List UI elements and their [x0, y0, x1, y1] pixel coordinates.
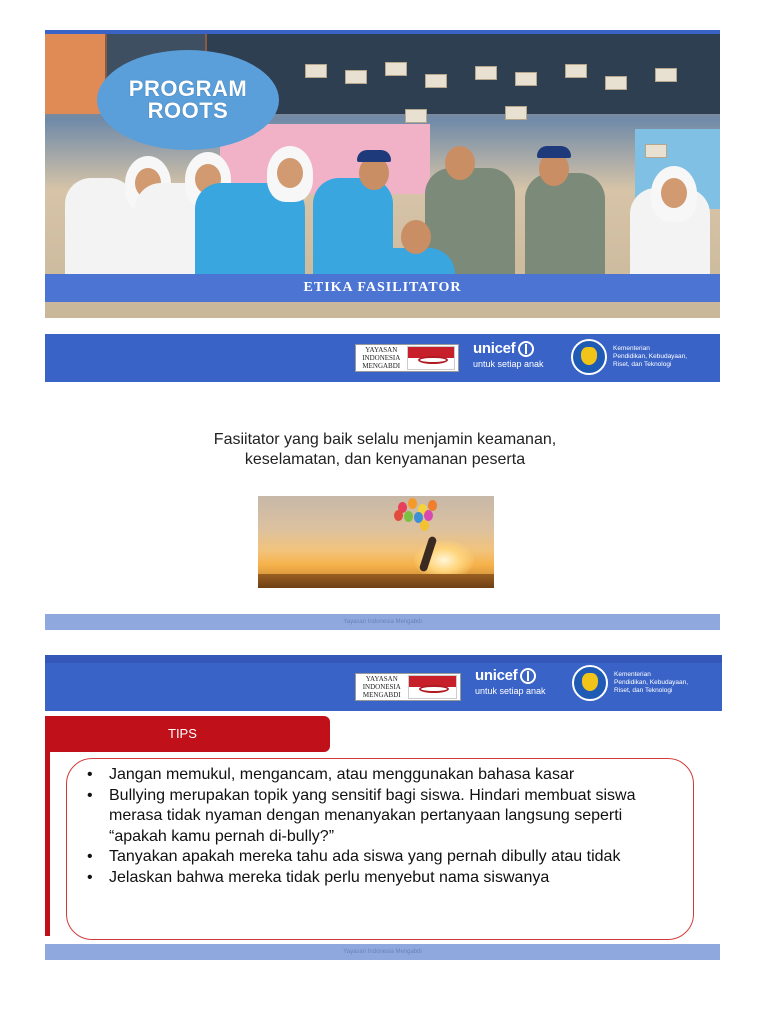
tip-item: • Bullying merupakan topik yang sensitif bagi siswa. Hindari membuat siswa merasa tidak nyaman dengan menanyakan pertanyaan langsung seperti “apakah kamu pernah di-bully?”: [87, 786, 636, 845]
unicef-globe-icon: [520, 668, 536, 684]
slide3-footer-text: Yayasan Indonesia Mengabdi: [343, 949, 422, 955]
tut-wuri-handayani-emblem-icon: [572, 665, 608, 701]
slide-title: ETIKA FASILITATOR: [303, 280, 462, 295]
logo-line-2: ROOTS: [147, 98, 229, 123]
students-photo: [45, 30, 720, 318]
kemendikbud-logo-2: Kementerian Pendidikan, Kebudayaan, Riset, dan Teknologi: [572, 665, 706, 701]
yayasan-indonesia-mengabdi-logo: YAYASAN INDONESIA MENGABDI: [355, 344, 459, 372]
unicef-logo: unicef untuk setiap anak: [473, 340, 544, 369]
slide2-footer-band: [45, 614, 720, 630]
unicef-logo-2: unicef untuk setiap anak: [475, 667, 546, 696]
unicef-globe-icon: [518, 341, 534, 357]
program-roots-logo: [97, 50, 279, 150]
tips-tab: [45, 716, 330, 752]
balloon-sunset-image: [258, 496, 494, 588]
yayasan-indonesia-mengabdi-logo-2: YAYASAN INDONESIA MENGABDI: [355, 673, 461, 701]
title-band: [45, 274, 720, 302]
tip-item: • Tanyakan apakah mereka tahu ada siswa yang pernah dibully atau tidak: [87, 848, 621, 865]
tut-wuri-handayani-emblem-icon: [571, 339, 607, 375]
tip-item: • Jelaskan bahwa mereka tidak perlu menyebut nama siswanya: [87, 868, 550, 886]
slide3-footer-band: [45, 944, 720, 960]
slide3-header-band: [45, 655, 722, 711]
tips-list: [83, 765, 679, 888]
tips-list-box: [66, 758, 694, 940]
tips-tab-label: TIPS: [168, 726, 197, 741]
slide-cover: [45, 30, 720, 382]
slide-caption: [100, 430, 670, 470]
tip-item: • Jangan memukul, mengancam, atau menggunakan bahasa kasar: [87, 766, 575, 783]
logo-line-1: PROGRAM: [128, 76, 248, 101]
caption-line-1: Fasiitator yang baik selalu menjamin keamanan,: [213, 431, 557, 448]
kemendikbud-logo: Kementerian Pendidikan, Kebudayaan, Riset, dan Teknologi: [571, 339, 705, 375]
partner-logo-band: [45, 334, 720, 382]
slide2-footer-text: Yayasan Indonesia Mengabdi: [343, 619, 422, 625]
caption-line-2: keselamatan, dan kenyamanan peserta: [244, 451, 526, 468]
